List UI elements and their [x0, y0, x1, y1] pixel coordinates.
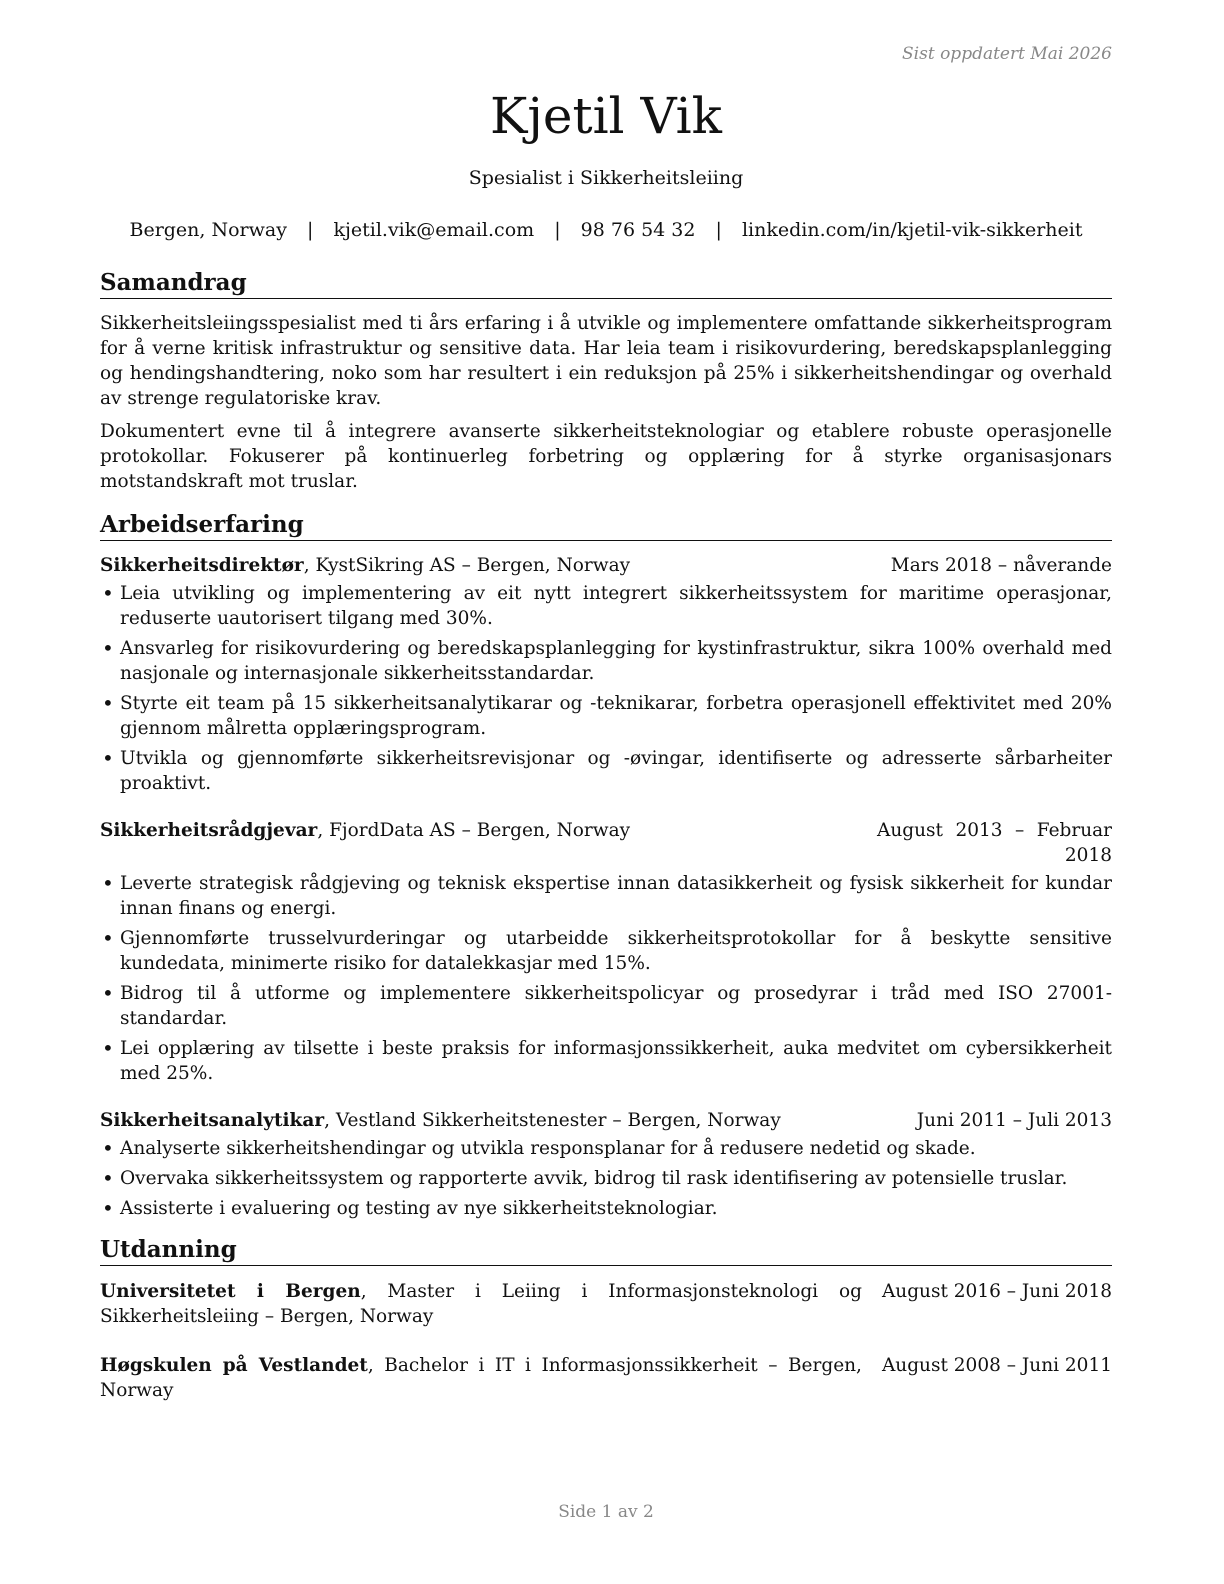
candidate-title: Spesialist i Sikkerheitsleiing: [468, 167, 744, 189]
job-bullets: [100, 581, 1112, 796]
job-header: [100, 818, 1112, 868]
job-bullet: • Gjennomførte trusselvurderingar og utarbeidde sikkerheitsprotokollar for å beskytte sensitive kundedata, minimerte risiko for datalekkasjar med 15%.: [100, 926, 1112, 976]
job-dates: August 2013 – Februar 2018: [877, 819, 1112, 866]
candidate-name: Kjetil Vik: [490, 87, 722, 145]
education-entry: [100, 1353, 1112, 1403]
education-heading: Utdanning: [100, 1235, 1112, 1266]
job-header: [100, 553, 1112, 578]
edu-detail: , Master i Leiing i Informasjonsteknologi og Sikkerheitsleiing – Bergen, Norway: [100, 1280, 862, 1327]
education-entry: [100, 1279, 1112, 1329]
contact-separator: |: [554, 219, 561, 241]
contact-location: Bergen, Norway: [129, 219, 287, 241]
job-org: , FjordData AS – Bergen, Norway: [317, 819, 631, 841]
job-bullets: [100, 871, 1112, 1086]
job-bullet: • Assisterte i evaluering og testing av nye sikkerheitsteknologiar.: [100, 1196, 1112, 1221]
contact-linkedin[interactable]: linkedin.com/in/kjetil-vik-sikkerheit: [741, 219, 1083, 241]
job-bullet: • Leia utvikling og implementering av eit nytt integrert sikkerheitssystem for maritime operasjonar, reduserte uautorisert tilgang med 30%.: [100, 581, 1112, 631]
summary-heading: Samandrag: [100, 268, 1112, 299]
job-header: [100, 1108, 1112, 1133]
contact-email[interactable]: kjetil.vik@email.com: [333, 219, 535, 241]
job-entry: [100, 553, 1112, 796]
job-dates: Mars 2018 – nåverande: [890, 554, 1112, 576]
edu-dates: August 2016 – Juni 2018: [881, 1280, 1112, 1302]
experience-section: [100, 510, 1112, 1221]
job-bullet: • Lei opplæring av tilsette i beste praksis for informasjonssikkerheit, auka medvitet om cybersikkerheit med 25%.: [100, 1036, 1112, 1086]
edu-detail: , Bachelor i IT i Informasjonssikkerheit – Bergen, Norway: [100, 1354, 862, 1401]
page-number: Side 1 av 2: [558, 1502, 654, 1522]
job-role: Sikkerheitsdirektør: [100, 554, 304, 576]
edu-dates: August 2008 – Juni 2011: [881, 1354, 1112, 1376]
job-role: Sikkerheitsanalytikar: [100, 1109, 325, 1131]
experience-heading: Arbeidserfaring: [100, 510, 1112, 541]
job-bullet: • Styrte eit team på 15 sikkerheitsanalytikarar og -teknikarar, forbetra operasjonell effektivitet med 20% gjennom målretta opplæringsprogram.: [100, 691, 1112, 741]
resume-body: [100, 268, 1112, 1403]
contact-separator: |: [715, 219, 722, 241]
job-bullet: • Ansvarleg for risikovurdering og beredskapsplanlegging for kystinfrastruktur, sikra 100% overhald med nasjonale og internasjonale sikkerheitsstandardar.: [100, 636, 1112, 686]
job-org: , Vestland Sikkerheitstenester – Bergen, Norway: [324, 1109, 781, 1131]
job-role: Sikkerheitsrådgjevar: [100, 819, 318, 841]
job-dates: Juni 2011 – Juli 2013: [916, 1109, 1112, 1131]
edu-school: Universitetet i Bergen: [100, 1280, 361, 1302]
job-org: , KystSikring AS – Bergen, Norway: [303, 554, 631, 576]
resume-page: [100, 0, 1112, 1584]
job-bullets: [100, 1136, 1112, 1221]
edu-school: Høgskulen på Vestlandet: [100, 1354, 368, 1376]
summary-paragraph: Dokumentert evne til å integrere avanserte sikkerheitsteknologiar og etablere robuste operasjonelle protokollar. Fokuserer på kontinuerleg forbetring og opplæring for å styrke organisasjonars motstandskraft mot truslar.: [100, 420, 1112, 492]
job-bullet: • Analyserte sikkerheitshendingar og utvikla responsplanar for å redusere nedetid og skade.: [100, 1136, 1112, 1161]
last-updated: Sist oppdatert Mai 2026: [902, 44, 1112, 64]
education-section: [100, 1235, 1112, 1403]
summary-section: [100, 268, 1112, 494]
summary-paragraph: Sikkerheitsleiingsspesialist med ti års erfaring i å utvikle og implementere omfattande sikkerheitsprogram for å verne kritisk infrastruktur og sensitive data. Har leia team i risikovurdering, beredskapsplanlegging og hendingshandtering, noko som har resultert i ein reduksjon på 25% i sikkerheitshendingar og overhald av strenge regulatoriske krav.: [100, 312, 1112, 409]
job-bullet: • Overvaka sikkerheitssystem og rapporterte avvik, bidrog til rask identifisering av potensielle truslar.: [100, 1166, 1112, 1191]
contact-phone: 98 76 54 32: [580, 219, 696, 241]
job-entry: [100, 1108, 1112, 1221]
job-bullet: • Bidrog til å utforme og implementere sikkerheitspolicyar og prosedyrar i tråd med ISO 27001-standardar.: [100, 981, 1112, 1031]
job-bullet: • Leverte strategisk rådgjeving og teknisk ekspertise innan datasikkerheit og fysisk sikkerheit for kundar innan finans og energi.: [100, 871, 1112, 921]
job-entry: [100, 818, 1112, 1086]
job-bullet: • Utvikla og gjennomførte sikkerheitsrevisjonar og -øvingar, identifiserte og adresserte sårbarheiter proaktivt.: [100, 746, 1112, 796]
contact-separator: |: [307, 219, 314, 241]
contact-line: [100, 219, 1112, 241]
